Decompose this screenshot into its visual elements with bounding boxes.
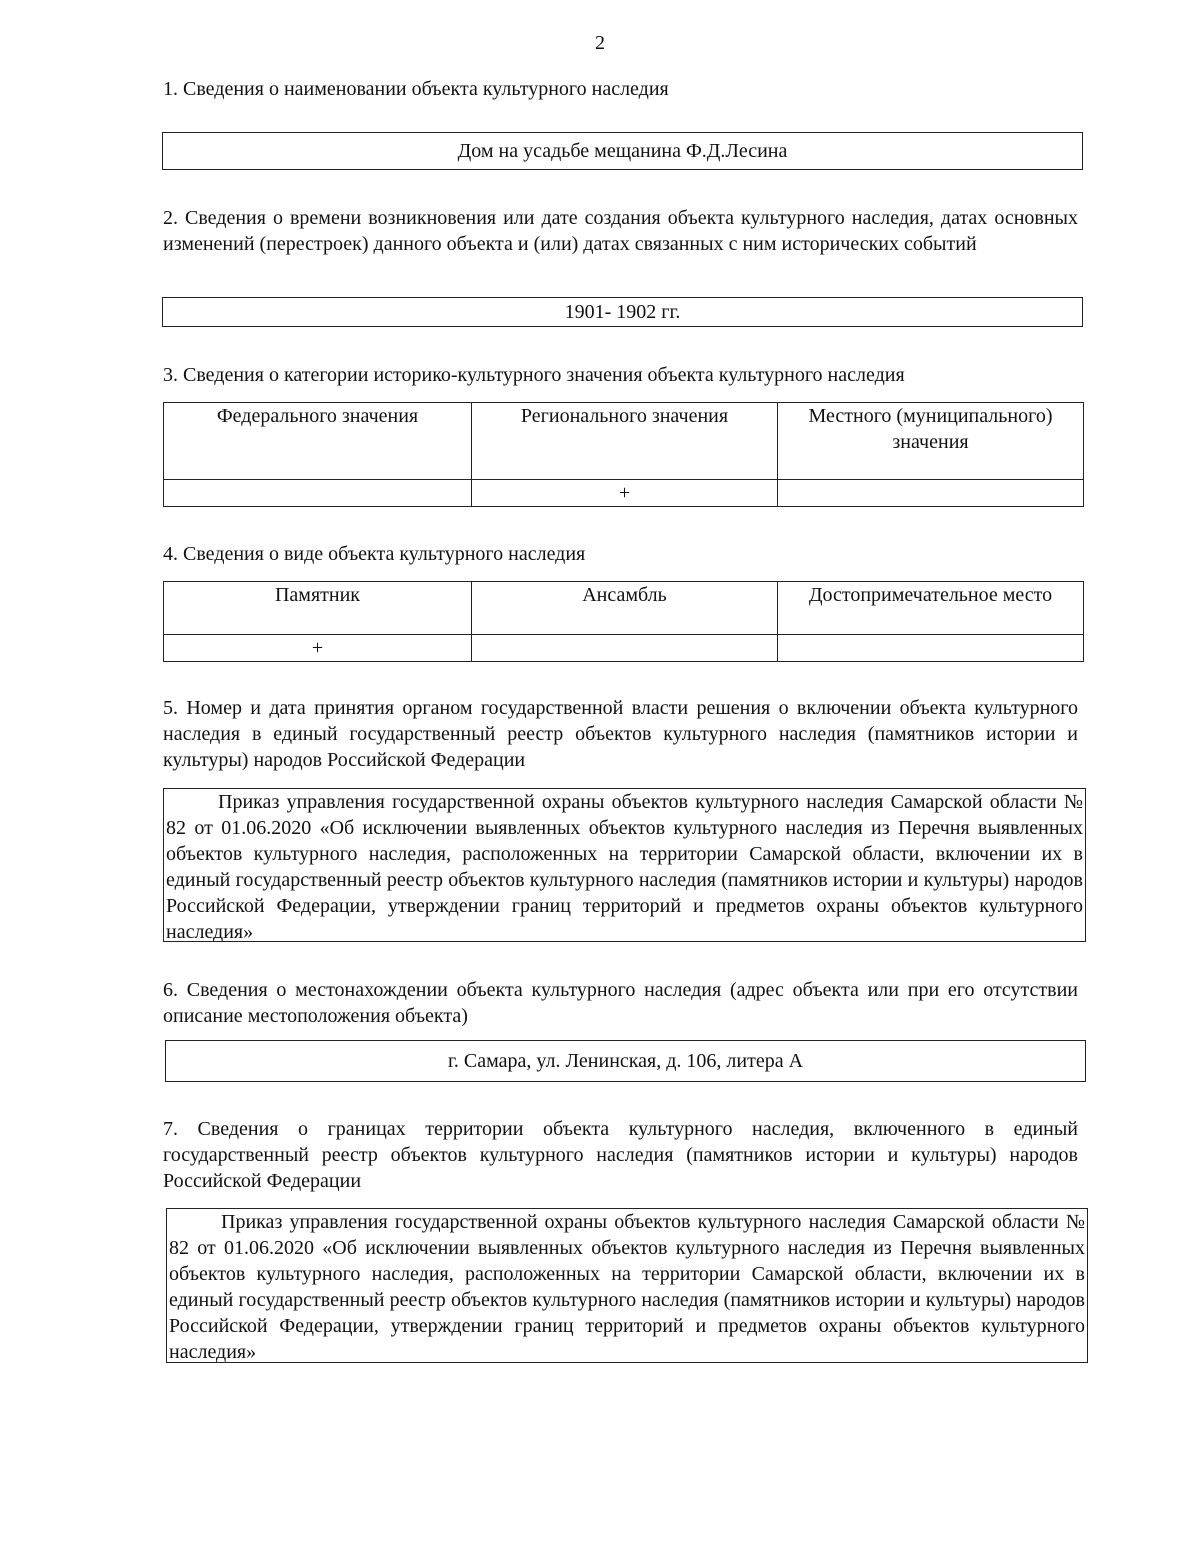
- section-7-heading: 7. Сведения о границах территории объекта культурного наследия, включенного в единый государственный реестр объектов культурного наследия (памятников истории и культуры) народов Российской Федерации: [163, 1118, 1078, 1192]
- category-local-header: Местного (муниципального) значения: [778, 403, 1084, 480]
- section-6-address-box: [165, 1040, 1086, 1082]
- type-ensemble-mark: [472, 635, 778, 662]
- section-4-heading: 4. Сведения о виде объекта культурного наследия: [163, 543, 586, 565]
- type-landmark-mark: [778, 635, 1084, 662]
- section-2-date-box: [162, 297, 1083, 327]
- type-landmark-header: Достопримечательное место: [778, 582, 1084, 635]
- section-3-category-table: [163, 402, 1084, 507]
- section-2-heading: 2. Сведения о времени возникновения или дате создания объекта культурного наследия, датах основных изменений (перестроек) данного объекта и (или) датах связанных с ним исторических событий: [163, 207, 1078, 255]
- category-regional-header: Регионального значения: [472, 403, 778, 480]
- address-value: г. Самара, ул. Ленинская, д. 106, литера А: [447, 1050, 804, 1072]
- page-number: 2: [595, 32, 605, 54]
- section-5-registry-order-box: [163, 788, 1086, 942]
- section-1-heading: 1. Сведения о наименовании объекта культурного наследия: [163, 78, 669, 100]
- category-federal-mark: [164, 480, 472, 507]
- category-local-mark: [778, 480, 1084, 507]
- section-5-heading: 5. Номер и дата принятия органом государственной власти решения о включении объекта культурного наследия в единый государственный реестр объектов культурного наследия (памятников истории и культуры) народов Российской Федерации: [163, 697, 1078, 771]
- creation-date-value: 1901- 1902 гг.: [564, 301, 681, 323]
- type-ensemble-header: Ансамбль: [472, 582, 778, 635]
- registry-order-text: Приказ управления государственной охраны объектов культурного наследия Самарской области № 82 от 01.06.2020 «Об исключении выявленных объектов культурного наследия из Перечня выявленных объектов культурного наследия, расположенных на территории Самарской области, включении их в единый государственный реестр объектов культурного наследия (памятников истории и культуры) народов Российской Федерации, утверждении границ территорий и предметов охраны объектов культурного наследия»: [166, 791, 1083, 943]
- section-6-heading: 6. Сведения о местонахождении объекта культурного наследия (адрес объекта или при его отсутствии описание местоположения объекта): [163, 979, 1078, 1027]
- section-3-heading: 3. Сведения о категории историко-культурного значения объекта культурного наследия: [163, 364, 905, 386]
- section-7-boundaries-order-box: [166, 1208, 1088, 1363]
- category-federal-header: Федерального значения: [164, 403, 472, 480]
- section-4-type-table: [163, 581, 1084, 662]
- section-1-object-name-box: [162, 132, 1083, 170]
- type-monument-mark: +: [164, 635, 472, 662]
- type-monument-header: Памятник: [164, 582, 472, 635]
- boundaries-order-text: Приказ управления государственной охраны объектов культурного наследия Самарской области № 82 от 01.06.2020 «Об исключении выявленных объектов культурного наследия из Перечня выявленных объектов культурного наследия, расположенных на территории Самарской области, включении их в единый государственный реестр объектов культурного наследия (памятников истории и культуры) народов Российской Федерации, утверждении границ территорий и предметов охраны объектов культурного наследия»: [169, 1211, 1085, 1363]
- object-name-value: Дом на усадьбе мещанина Ф.Д.Лесина: [457, 140, 788, 162]
- category-regional-mark: +: [472, 480, 778, 507]
